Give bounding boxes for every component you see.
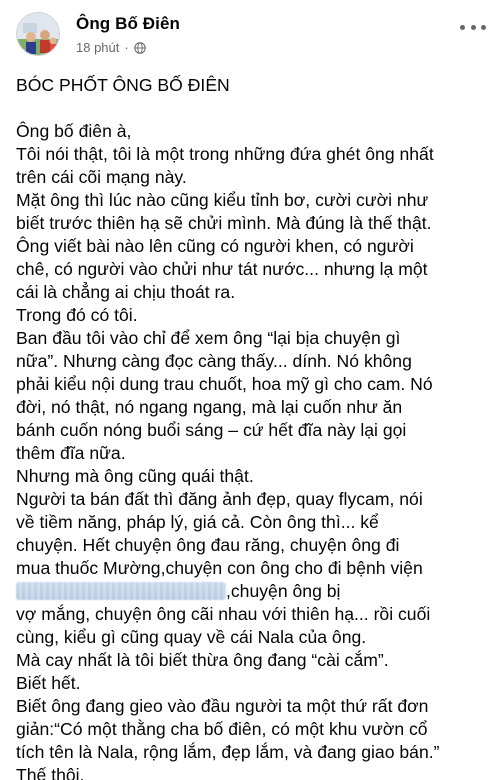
text-line: Ông viết bài nào lên cũng có người khen, có người xyxy=(16,236,414,256)
more-options-button[interactable] xyxy=(460,18,486,36)
more-icon-dot xyxy=(471,25,476,30)
more-horizontal-icon xyxy=(460,25,465,30)
text-line: Mặt ông thì lúc nào cũng kiểu tỉnh bơ, cười cười như xyxy=(16,190,429,210)
post-meta xyxy=(76,40,146,55)
text-line: Biết hết. xyxy=(16,673,81,693)
text-line: phải kiểu nội dung trau chuốt, hoa mỹ gì cho cam. Nó xyxy=(16,374,433,394)
text-line: vợ mắng, chuyện ông cãi nhau với thiên hạ... rồi cuối xyxy=(16,604,431,624)
text-line: cùng, kiểu gì cũng quay về cái Nala của ông. xyxy=(16,627,367,647)
text-line: trên cái cõi mạng này. xyxy=(16,167,187,187)
text-fragment: ,chuyện ông bị xyxy=(226,581,341,601)
text-line: giản:“Có một thằng cha bố điên, có một khu vườn cổ xyxy=(16,719,428,739)
post-header xyxy=(0,0,500,66)
text-line: Ông bố điên à, xyxy=(16,121,132,141)
text-line: cái là chẳng ai chịu thoát ra. xyxy=(16,282,236,302)
author-avatar[interactable] xyxy=(16,12,60,56)
text-line: Thế thôi. xyxy=(16,765,85,780)
text-line: chê, có người vào chửi như tát nước... nhưng lạ một xyxy=(16,259,428,279)
text-line-blurred xyxy=(16,580,488,603)
text-line: Biết ông đang gieo vào đầu người ta một thứ rất đơn xyxy=(16,696,429,716)
text-line: chuyện. Hết chuyện ông đau răng, chuyện ông đi xyxy=(16,535,400,555)
text-line: nữa”. Nhưng càng đọc càng thấy... dính. Nó không xyxy=(16,351,412,371)
post-text xyxy=(16,64,488,780)
globe-icon[interactable] xyxy=(134,42,146,54)
post-timestamp[interactable]: 18 phút xyxy=(76,40,120,55)
text-line: về tiềm năng, pháp lý, giá cả. Còn ông thì... kể xyxy=(16,512,379,532)
text-line: Trong đó có tôi. xyxy=(16,305,138,325)
text-line: bánh cuốn nóng buổi sáng – cứ hết đĩa này lại gọi xyxy=(16,420,407,440)
text-line: mua thuốc Mường,chuyện con ông cho đi bệnh viện xyxy=(16,558,423,578)
text-line: Tôi nói thật, tôi là một trong những đứa ghét ông nhất xyxy=(16,144,434,164)
meta-separator: · xyxy=(124,40,129,55)
author-name[interactable]: Ông Bố Điên xyxy=(76,14,181,33)
more-icon-dot xyxy=(481,25,486,30)
text-line: biết trước thiên hạ sẽ chửi mình. Mà đúng là thế thật. xyxy=(16,213,432,233)
text-line: Nhưng mà ông cũng quái thật. xyxy=(16,466,254,486)
text-line: đời, nó thật, nó ngang ngang, mà lại cuốn như ăn xyxy=(16,397,403,417)
text-line: thêm đĩa nữa. xyxy=(16,443,126,463)
text-line: Người ta bán đất thì đăng ảnh đẹp, quay flycam, nói xyxy=(16,489,423,509)
avatar-photo xyxy=(17,13,60,56)
text-line: Ban đầu tôi vào chỉ để xem ông “lại bịa chuyện gì xyxy=(16,328,401,348)
text-line: tích tên là Nala, rộng lắm, đẹp lắm, và đang giao bán.” xyxy=(16,742,440,762)
blurred-text xyxy=(16,582,226,600)
post-title: BÓC PHỐT ÔNG BỐ ĐIÊN xyxy=(16,75,230,95)
text-line: Mà cay nhất là tôi biết thừa ông đang “cài cắm”. xyxy=(16,650,389,670)
